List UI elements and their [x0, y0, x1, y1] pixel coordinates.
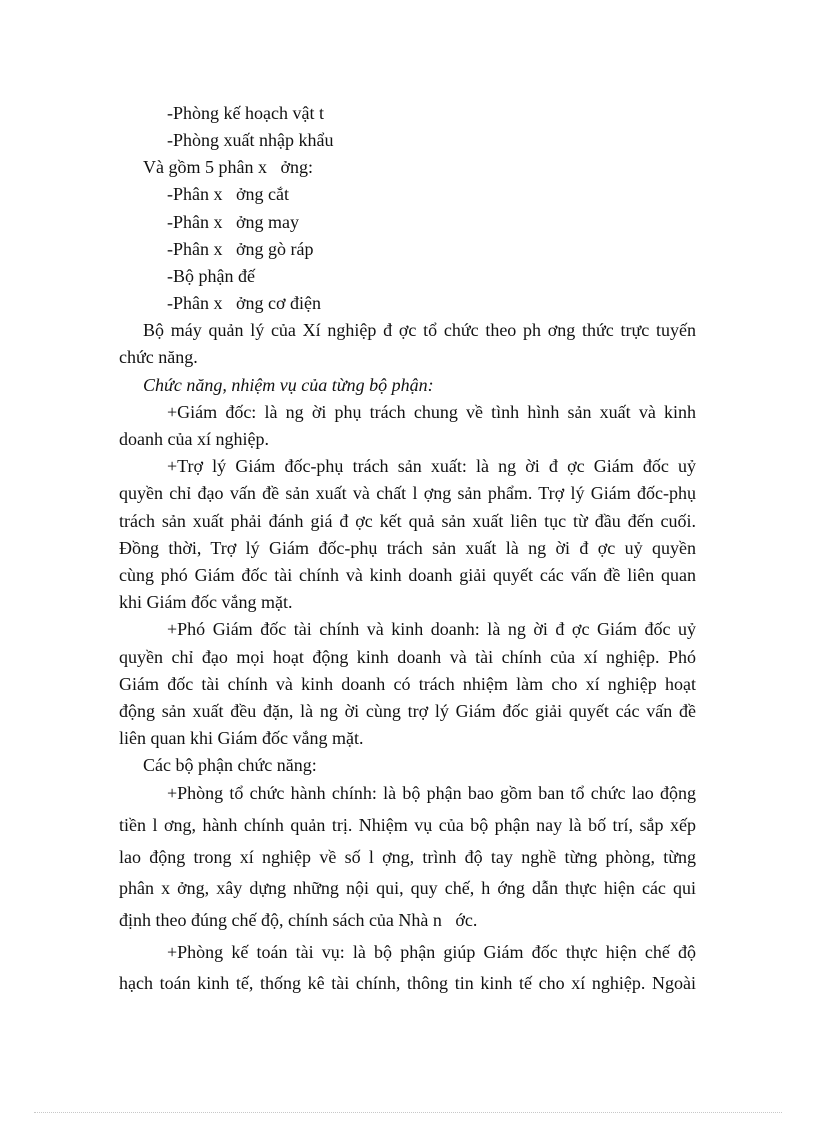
paragraph-line-deputy-1: +Phó Giám đốc tài chính và kinh doanh: là ng ời đ ợc Giám đốc uỷ: [167, 619, 696, 639]
paragraph-line-assistant-5: cùng phó Giám đốc tài chính và kinh doanh giải quyết các vấn đề liên quan: [119, 565, 696, 585]
section-heading-functions: Chức năng, nhiệm vụ của từng bộ phận:: [143, 375, 434, 395]
paragraph-line-deputy-3: Giám đốc tài chính và kinh doanh có trách nhiệm làm cho xí nghiệp hoạt: [119, 674, 696, 694]
paragraph-line-admin-end: định theo đúng chế độ, chính sách của Nhà n ớc.: [119, 910, 478, 930]
workshop-intro-line: Và gồm 5 phân x ởng:: [143, 157, 313, 177]
list-item-import-export-department: -Phòng xuất nhập khẩu: [167, 130, 334, 150]
list-item-assembly-workshop: -Phân x ởng gò ráp: [167, 239, 314, 259]
paragraph-line-deputy-4: động sản xuất đều đặn, là ng ời cùng trợ lý Giám đốc giải quyết các vấn đề: [119, 701, 696, 721]
paragraph-line-assistant-1: +Trợ lý Giám đốc-phụ trách sản xuất: là ng ời đ ợc Giám đốc uỷ: [167, 456, 696, 476]
paragraph-line-management-structure: Bộ máy quản lý của Xí nghiệp đ ợc tổ chức theo ph ơng thức trực tuyến: [143, 320, 696, 340]
paragraph-line-deputy-end: liên quan khi Giám đốc vắng mặt.: [119, 728, 364, 748]
functional-departments-heading: Các bộ phận chức năng:: [143, 755, 317, 775]
paragraph-line-assistant-3: trách sản xuất phải đánh giá đ ợc kết quả sản xuất liên tục từ đầu đến cuối.: [119, 511, 696, 531]
list-item-planning-department: -Phòng kế hoạch vật t: [167, 103, 324, 123]
paragraph-line-assistant-4: Đồng thời, Trợ lý Giám đốc-phụ trách sản xuất là ng ời đ ợc uỷ quyền: [119, 538, 696, 558]
list-item-sewing-workshop: -Phân x ởng may: [167, 212, 300, 232]
paragraph-line-admin-2: tiền l ơng, hành chính quản trị. Nhiệm vụ của bộ phận nay là bố trí, sắp xếp: [119, 815, 696, 835]
paragraph-line-admin-3: lao động trong xí nghiệp về số l ợng, trình độ tay nghề từng phòng, từng: [119, 847, 696, 867]
paragraph-line-assistant-end: khi Giám đốc vắng mặt.: [119, 592, 293, 612]
list-item-mechanical-workshop: -Phân x ởng cơ điện: [167, 293, 322, 313]
page-bottom-dotted-edge: [34, 1112, 782, 1113]
paragraph-line-management-structure-end: chức năng.: [119, 347, 198, 367]
list-item-cutting-workshop: -Phân x ởng cắt: [167, 184, 289, 204]
paragraph-line-assistant-2: quyền chỉ đạo vấn đề sản xuất và chất l ợng sản phẩm. Trợ lý Giám đốc-phụ: [119, 483, 696, 503]
paragraph-line-director-end: doanh của xí nghiệp.: [119, 429, 269, 449]
paragraph-line-accounting-1: +Phòng kế toán tài vụ: là bộ phận giúp Giám đốc thực hiện chế độ: [167, 942, 696, 962]
paragraph-line-deputy-2: quyền chỉ đạo mọi hoạt động kinh doanh và tài chính của xí nghiệp. Phó: [119, 647, 696, 667]
paragraph-line-director: +Giám đốc: là ng ời phụ trách chung về tình hình sản xuất và kinh: [167, 402, 696, 422]
paragraph-line-accounting-2: hạch toán kinh tế, thống kê tài chính, thông tin kinh tế cho xí nghiệp. Ngoài: [119, 973, 696, 993]
paragraph-line-admin-1: +Phòng tổ chức hành chính: là bộ phận bao gồm ban tổ chức lao động: [167, 783, 696, 803]
paragraph-line-admin-4: phân x ởng, xây dựng những nội qui, quy chế, h ớng dẫn thực hiện các qui: [119, 878, 696, 898]
list-item-sole-department: -Bộ phận đế: [167, 266, 255, 286]
